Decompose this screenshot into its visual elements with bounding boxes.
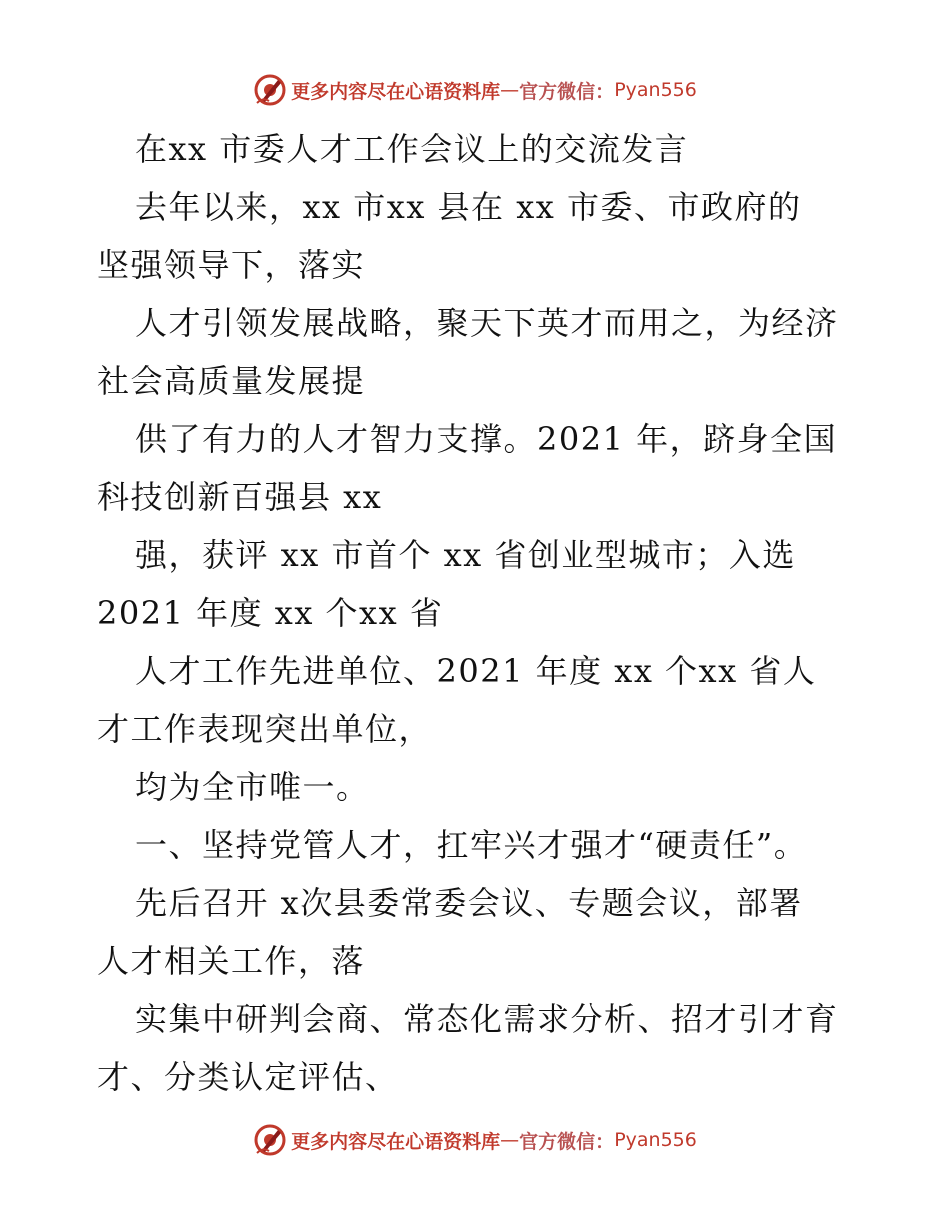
text-line: 科技创新百强县 xx	[97, 478, 383, 516]
text-line: 先后召开 x次县委常委会议、专题会议，部署	[135, 884, 803, 922]
watermark-main-text: 更多内容尽在心语资料库	[291, 80, 501, 103]
text-line: 人才工作先进单位、2021 年度 xx 个xx 省人	[135, 652, 817, 690]
text-line: 实集中研判会商、常态化需求分析、招才引才育	[135, 1000, 839, 1038]
footer-watermark	[0, 1120, 950, 1160]
header-watermark	[0, 70, 950, 110]
watermark-dash: —	[500, 1129, 520, 1151]
text-line: 强，获评 xx 市首个 xx 省创业型城市；入选	[135, 536, 796, 574]
watermark-wechat-id: Pyan556	[614, 1129, 697, 1151]
section-heading: 一、坚持党管人才，扛牢兴才强才“硬责任”。	[135, 826, 808, 864]
watermark-label: 官方微信：	[519, 80, 615, 103]
text-line: 坚强领导下，落实	[97, 246, 366, 284]
document-title: 在xx 市委人才工作会议上的交流发言	[135, 130, 689, 168]
text-line: 2021 年度 xx 个xx 省	[97, 594, 444, 632]
text-line: 才、分类认定评估、	[97, 1058, 399, 1096]
text-line: 均为全市唯一。	[135, 768, 370, 806]
text-line: 社会高质量发展提	[97, 362, 366, 400]
document-body	[97, 120, 867, 1106]
text-line: 去年以来，xx 市xx 县在 xx 市委、市政府的	[135, 188, 802, 226]
text-line: 人才相关工作，落	[97, 942, 366, 980]
watermark-wechat-id: Pyan556	[614, 79, 697, 101]
watermark-dash: —	[500, 79, 520, 101]
pen-logo-icon	[253, 1123, 287, 1157]
watermark-main-text: 更多内容尽在心语资料库	[291, 1130, 501, 1153]
text-line: 人才引领发展战略，聚天下英才而用之，为经济	[135, 304, 839, 342]
watermark-label: 官方微信：	[519, 1130, 615, 1153]
text-line: 供了有力的人才智力支撑。2021 年，跻身全国	[135, 420, 838, 458]
pen-logo-icon	[253, 73, 287, 107]
text-line: 才工作表现突出单位，	[97, 710, 433, 748]
